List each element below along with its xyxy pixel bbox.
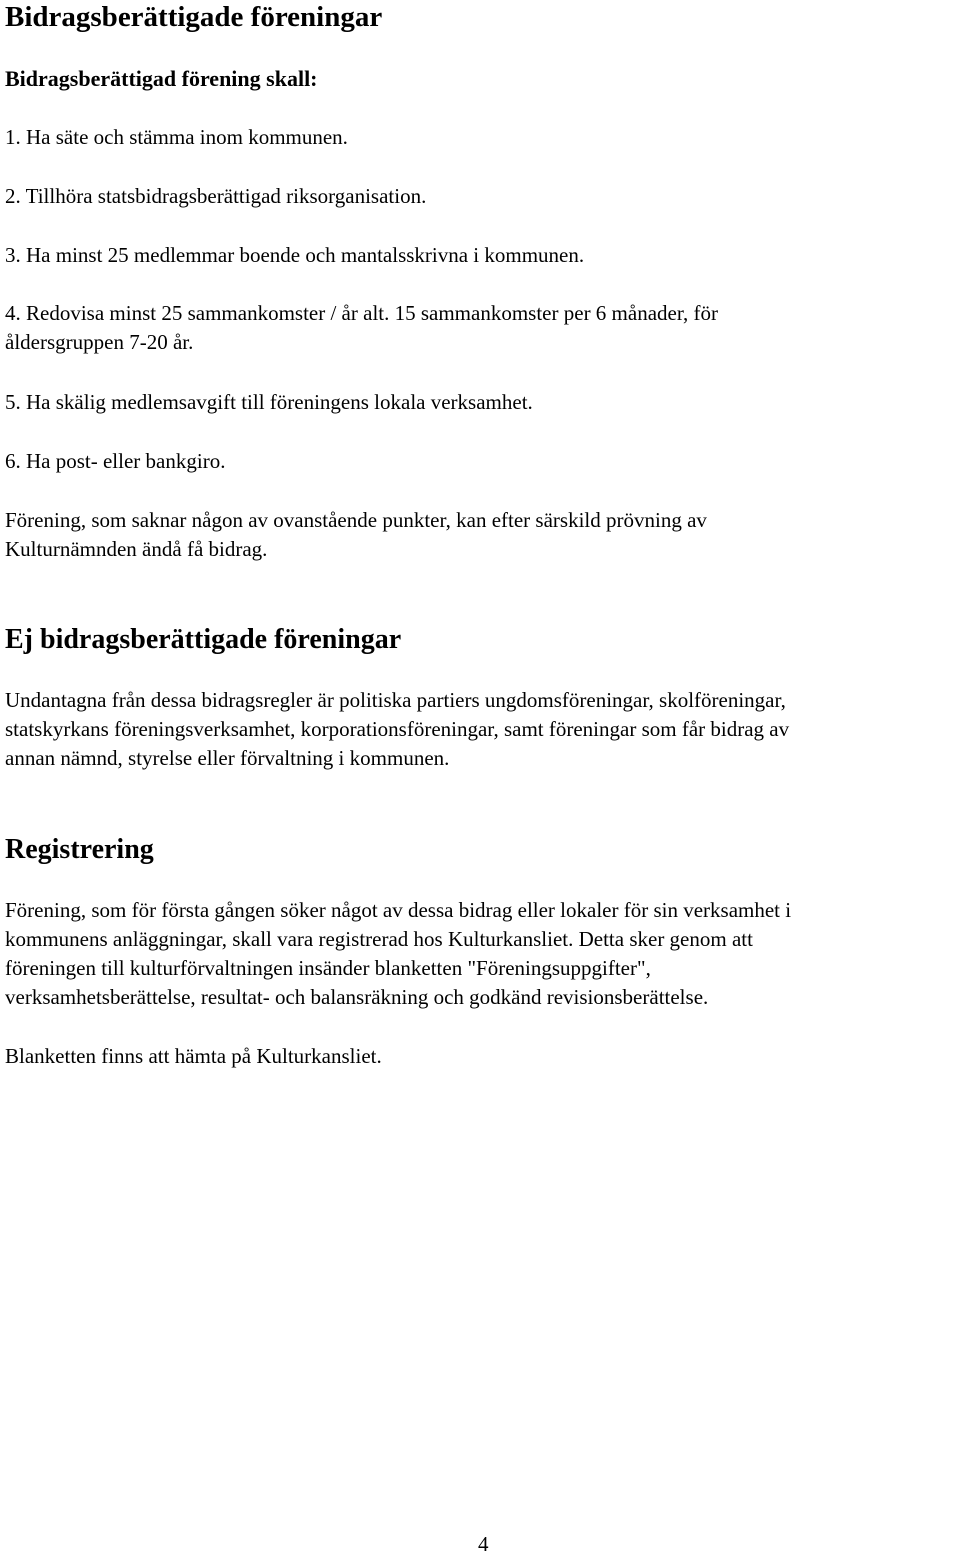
registration-text-line-4: verksamhetsberättelse, resultat- och balansräkning och godkänd revisionsberättelse. [5,985,709,1009]
requirement-item-1: 1. Ha säte och stämma inom kommunen. [5,125,348,149]
page-number: 4 [478,1532,489,1556]
requirements-subheading: Bidragsberättigad förening skall: [5,66,318,91]
registration-text-line-1: Förening, som för första gången söker något av dessa bidrag eller lokaler för sin verksamhet i [5,898,792,922]
excluded-text-line-2: statskyrkans föreningsverksamhet, korporationsföreningar, samt föreningar som får bidrag av [5,717,790,741]
requirement-item-2: 2. Tillhöra statsbidragsberättigad riksorganisation. [5,184,427,208]
requirement-item-4: 4. Redovisa minst 25 sammankomster / år alt. 15 sammankomster per 6 månader, för [5,301,718,325]
registration-text-line-2: kommunens anläggningar, skall vara registrerad hos Kulturkansliet. Detta sker genom att [5,927,753,951]
requirement-item-6: 6. Ha post- eller bankgiro. [5,449,226,473]
form-availability-note: Blanketten finns att hämta på Kulturkansliet. [5,1044,382,1068]
requirement-item-5: 5. Ha skälig medlemsavgift till föreningens lokala verksamhet. [5,390,533,414]
requirement-item-4-continued: åldersgruppen 7-20 år. [5,330,194,354]
exception-note-line-2: Kulturnämnden ändå få bidrag. [5,537,268,561]
excluded-text-line-3: annan nämnd, styrelse eller förvaltning i kommunen. [5,746,450,770]
exception-note-line-1: Förening, som saknar någon av ovanstående punkter, kan efter särskild prövning av [5,508,707,532]
registration-text-line-3: föreningen till kulturförvaltningen insänder blanketten "Föreningsuppgifter", [5,956,651,980]
requirement-item-3: 3. Ha minst 25 medlemmar boende och mantalsskrivna i kommunen. [5,243,585,267]
main-heading: Bidragsberättigade föreningar [5,1,383,33]
registration-heading: Registrering [5,834,154,865]
excluded-text-line-1: Undantagna från dessa bidragsregler är politiska partiers ungdomsföreningar, skolföreningar, [5,688,786,712]
excluded-heading: Ej bidragsberättigade föreningar [5,624,402,655]
